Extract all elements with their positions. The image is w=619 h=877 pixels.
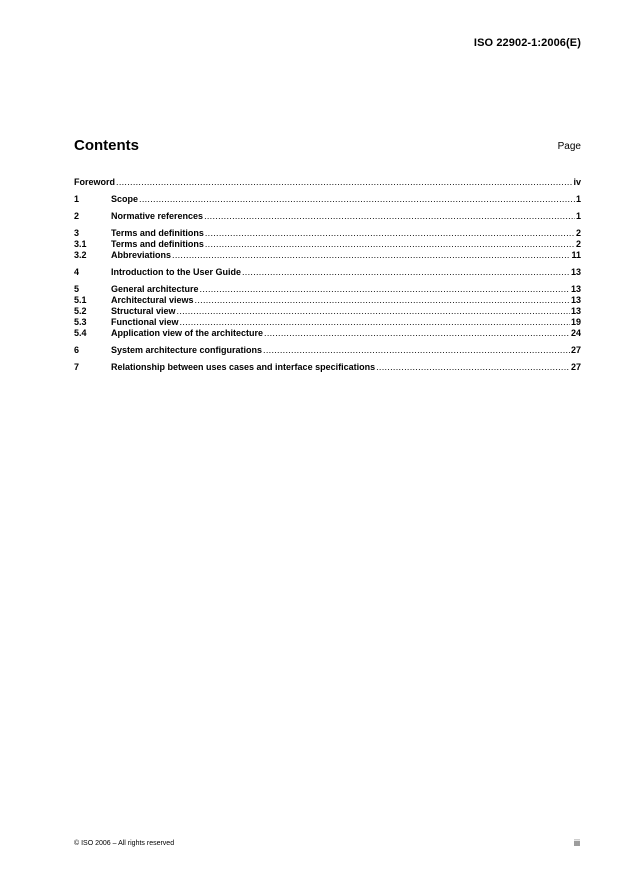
dot-leader (172, 250, 570, 261)
dot-leader (177, 306, 570, 317)
toc-entry-number: 3.1 (74, 239, 87, 249)
toc-entry-text: Architectural views (111, 295, 194, 305)
toc-entry-number: 5 (74, 284, 80, 294)
toc-entry-text: Normative references (111, 211, 204, 221)
toc-entry-text: System architecture configurations (111, 345, 263, 355)
toc-entry-number: 4 (74, 267, 80, 277)
toc-entry-text: Relationship between uses cases and interface specifications (111, 362, 376, 372)
toc-entry-normative-references[interactable] (74, 211, 581, 222)
toc-entry-introduction-user-guide[interactable] (74, 267, 581, 278)
dot-leader (263, 345, 570, 356)
dot-leader (180, 317, 570, 328)
toc-entry-text: Structural view (111, 306, 176, 316)
toc-entry-page: 2 (575, 239, 581, 249)
toc-entry-page: 27 (570, 362, 581, 372)
toc-entry-architectural-views[interactable] (74, 295, 581, 306)
toc-entry-number: 5.3 (74, 317, 87, 327)
toc-entry-abbreviations[interactable] (74, 250, 581, 261)
toc-entry-page: 13 (570, 284, 581, 294)
copyright-notice: © ISO 2006 – All rights reserved (74, 840, 175, 847)
toc-entry-number: 3.2 (74, 250, 87, 260)
toc-entry-text: Terms and definitions (111, 228, 204, 238)
toc-entry-number: 2 (74, 211, 80, 221)
contents-title: Contents (74, 137, 139, 154)
toc-entry-relationship-use-cases[interactable] (74, 362, 581, 373)
toc-entry-text: Application view of the architecture (111, 328, 264, 338)
toc-entry-system-architecture-configurations[interactable] (74, 345, 581, 356)
toc-entry-application-view[interactable] (74, 328, 581, 339)
dot-leader (264, 328, 570, 339)
toc-entry-terms-and-definitions[interactable] (74, 228, 581, 239)
dot-leader (139, 194, 575, 205)
toc-entry-page: 1 (575, 194, 581, 204)
dot-leader (376, 362, 570, 373)
toc-entry-functional-view[interactable] (74, 317, 581, 328)
toc-entry-text: Scope (111, 194, 139, 204)
toc-entry-number: 5.2 (74, 306, 87, 316)
dot-leader (205, 228, 575, 239)
toc-entry-page: 13 (570, 267, 581, 277)
page-column-label: Page (557, 141, 581, 152)
toc-entry-terms-and-definitions-sub[interactable] (74, 239, 581, 250)
toc-entry-number: 5.4 (74, 328, 87, 338)
toc-entry-page: 1 (575, 211, 581, 221)
page-number: iii (574, 838, 580, 848)
document-id-header: ISO 22902-1:2006(E) (473, 37, 581, 49)
toc-entry-text: Introduction to the User Guide (111, 267, 241, 277)
toc-entry-number: 3 (74, 228, 80, 238)
toc-entry-page: iv (573, 177, 581, 187)
toc-entry-text: Foreword (74, 177, 116, 187)
toc-entry-general-architecture[interactable] (74, 284, 581, 295)
toc-entry-page: 13 (570, 306, 581, 316)
toc-entry-page: 11 (571, 250, 581, 260)
toc-entry-number: 5.1 (74, 295, 87, 305)
toc-entry-number: 7 (74, 362, 80, 372)
toc-entry-text: Functional view (111, 317, 179, 327)
toc-entry-page: 27 (570, 345, 581, 355)
toc-entry-page: 2 (575, 228, 581, 238)
toc-entry-page: 19 (570, 317, 581, 327)
dot-leader (116, 177, 572, 188)
table-of-contents (74, 177, 581, 373)
toc-entry-text: General architecture (111, 284, 199, 294)
dot-leader (242, 267, 570, 278)
toc-entry-structural-view[interactable] (74, 306, 581, 317)
dot-leader (200, 284, 570, 295)
toc-entry-foreword[interactable] (74, 177, 581, 188)
toc-entry-text: Terms and definitions (111, 239, 204, 249)
dot-leader (195, 295, 570, 306)
toc-entry-number: 1 (74, 194, 80, 204)
dot-leader (205, 239, 575, 250)
toc-entry-page: 13 (570, 295, 581, 305)
dot-leader (204, 211, 575, 222)
toc-entry-page: 24 (570, 328, 581, 338)
toc-entry-number: 6 (74, 345, 80, 355)
toc-entry-text: Abbreviations (111, 250, 172, 260)
toc-entry-scope[interactable] (74, 194, 581, 205)
